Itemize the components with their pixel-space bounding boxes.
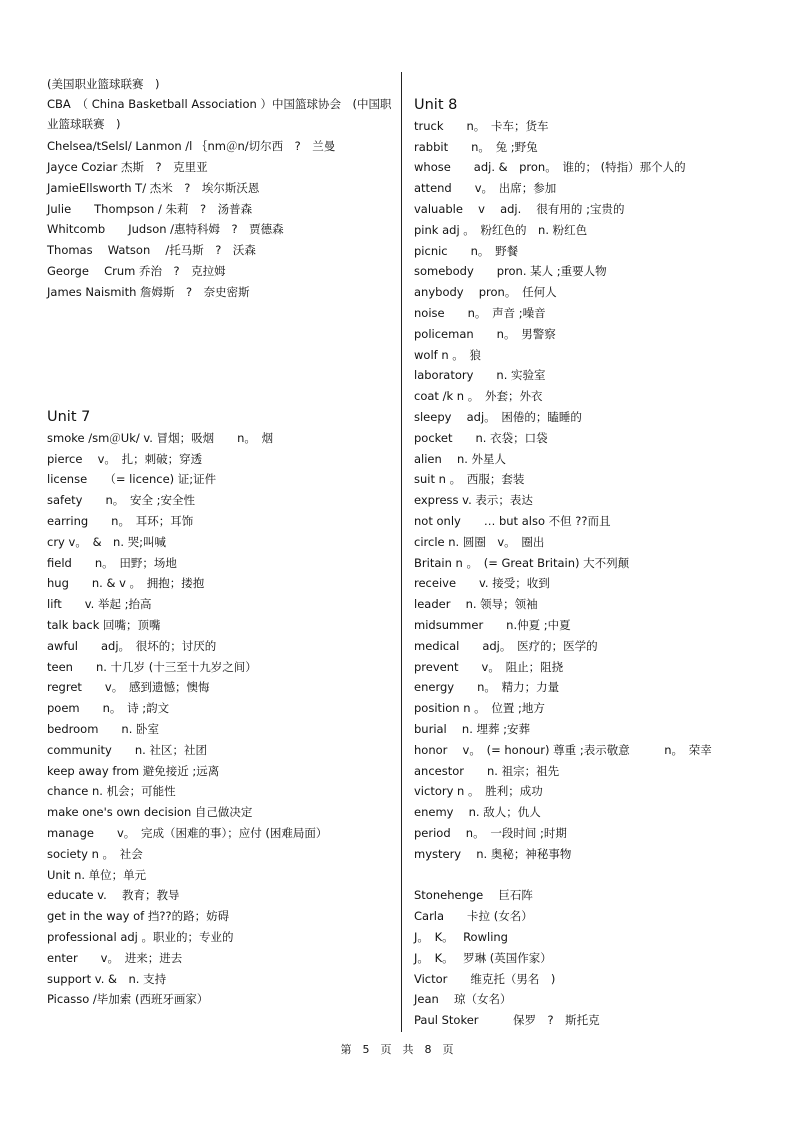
vocab-line: whose adj. & pron。 谁的； (特指）那个人的 [414, 160, 686, 174]
vocab-line: circle n. 圆圈 v。 圈出 [414, 535, 545, 549]
vocab-line: Jayce Coziar 杰斯 ? 克里亚 [47, 160, 208, 174]
vocab-line: not only … but also 不但 ??而且 [414, 514, 611, 528]
vocab-line: society n 。 社会 [47, 847, 143, 861]
vocab-line: manage v。 完成（困难的事）；应付 (困难局面） [47, 826, 328, 840]
vocab-line: Chelsea/tSelsl/ Lanmon /l ｛nm＠n/切尔西 ? 兰曼 [47, 139, 336, 153]
column-divider [401, 72, 402, 1032]
vocab-line: midsummer n.仲夏 ;中夏 [414, 618, 571, 632]
vocab-line: leader n. 领导；领袖 [414, 597, 538, 611]
vocab-line: period n。 一段时间 ;时期 [414, 826, 567, 840]
vocab-line: policeman n。 男警察 [414, 327, 556, 341]
vocab-line: JamieEllsworth T/ 杰米 ? 埃尔斯沃恩 [47, 181, 260, 195]
vocab-line: alien n. 外星人 [414, 452, 507, 466]
vocab-line: energy n。 精力；力量 [414, 680, 560, 694]
vocab-line: support v. & n. 支持 [47, 972, 167, 986]
vocab-line: James Naismith 詹姆斯 ? 奈史密斯 [47, 285, 250, 299]
unit-7-title: Unit 7 [47, 409, 91, 425]
vocab-line: coat /k n 。 外套；外衣 [414, 389, 543, 403]
vocab-line: field n。 田野；场地 [47, 556, 177, 570]
vocab-line: enemy n. 敌人；仇人 [414, 805, 541, 819]
vocab-line: ancestor n. 祖宗；祖先 [414, 764, 560, 778]
vocab-line: pierce v。 扎；刺破；穿透 [47, 452, 203, 466]
page-footer: 第 5 页 共 8 页 [340, 1043, 454, 1056]
vocab-line: license （= licence) 证;证件 [47, 472, 217, 486]
vocab-line: earring n。 耳环；耳饰 [47, 514, 194, 528]
vocab-line: honor v。 (= honour) 尊重 ;表示敬意 n。 荣幸 [414, 743, 712, 757]
vocab-line: talk back 回嘴；顶嘴 [47, 618, 161, 632]
vocab-line: chance n. 机会；可能性 [47, 784, 176, 798]
vocab-line: Whitcomb Judson /惠特科姆 ? 贾德森 [47, 222, 284, 236]
vocab-line: express v. 表示；表达 [414, 493, 533, 507]
vocab-line: professional adj 。职业的；专业的 [47, 930, 234, 944]
name-line: Jean 琼（女名） [414, 992, 512, 1006]
name-line: Carla 卡拉 (女名） [414, 909, 533, 923]
vocab-line: Britain n 。 (= Great Britain) 大不列颠 [414, 556, 630, 570]
vocab-line: get in the way of 挡??的路；妨碍 [47, 909, 230, 923]
vocab-line: cry v。 & n. 哭;叫喊 [47, 535, 167, 549]
vocab-line: pink adj 。 粉红色的 n. 粉红色 [414, 223, 588, 237]
vocab-line: Thomas Watson /托马斯 ? 沃森 [47, 243, 256, 257]
vocab-line: (美国职业篮球联赛 ) [47, 77, 160, 91]
vocab-line: regret v。 感到遗憾；懊悔 [47, 680, 210, 694]
vocab-line: keep away from 避免接近 ;远离 [47, 764, 220, 778]
vocab-line: Julie Thompson / 朱莉 ? 汤普森 [47, 202, 253, 216]
vocab-line: Picasso /毕加索 (西班牙画家） [47, 992, 209, 1006]
vocab-line: teen n. 十几岁 (十三至十九岁之间） [47, 660, 257, 674]
vocab-line: educate v. 教育；教导 [47, 888, 180, 902]
vocab-line: rabbit n。 兔 ;野兔 [414, 140, 538, 154]
vocab-line: George Crum 乔治 ? 克拉姆 [47, 264, 226, 278]
vocab-line: CBA （ China Basketball Association ）中国篮球协会 (中国职业篮球联赛 ) [47, 97, 392, 131]
vocab-line: Unit n. 单位；单元 [47, 868, 147, 882]
vocab-line: laboratory n. 实验室 [414, 368, 546, 382]
vocab-line: enter v。 进来；进去 [47, 951, 183, 965]
vocab-line: pocket n. 衣袋；口袋 [414, 431, 548, 445]
vocab-line: make one's own decision 自己做决定 [47, 805, 253, 819]
vocab-line: position n 。 位置 ;地方 [414, 701, 545, 715]
vocab-line: suit n 。 西服；套装 [414, 472, 525, 486]
vocab-line: anybody pron。 任何人 [414, 285, 557, 299]
vocab-line: victory n 。 胜利；成功 [414, 784, 543, 798]
vocab-line: prevent v。 阻止；阻挠 [414, 660, 564, 674]
vocab-line: awful adj。 很坏的；讨厌的 [47, 639, 217, 653]
vocab-line: medical adj。 医疗的；医学的 [414, 639, 598, 653]
vocab-line: somebody pron. 某人 ;重要人物 [414, 264, 607, 278]
unit-8-title: Unit 8 [414, 97, 458, 113]
vocab-line: attend v。 出席；参加 [414, 181, 557, 195]
name-line: Paul Stoker 保罗 ? 斯托克 [414, 1013, 600, 1027]
name-line: J。 K。 Rowling [414, 930, 508, 944]
vocab-line: valuable v adj. 很有用的 ;宝贵的 [414, 202, 625, 216]
vocab-line: safety n。 安全 ;安全性 [47, 493, 196, 507]
vocab-line: picnic n。 野餐 [414, 244, 519, 258]
vocab-line: community n. 社区；社团 [47, 743, 207, 757]
name-line: Stonehenge 巨石阵 [414, 888, 533, 902]
vocab-line: wolf n 。 狼 [414, 348, 482, 362]
name-line: J。 K。 罗琳 (英国作家） [414, 951, 552, 965]
vocab-line: bedroom n. 卧室 [47, 722, 160, 736]
vocab-line: smoke /sm＠Uk/ v. 冒烟；吸烟 n。 烟 [47, 431, 274, 445]
vocab-line: mystery n. 奥秘；神秘事物 [414, 847, 572, 861]
vocab-line: burial n. 埋葬 ;安葬 [414, 722, 531, 736]
name-line: Victor 维克托（男名 ) [414, 972, 556, 986]
vocab-line: lift v. 举起 ;抬高 [47, 597, 152, 611]
vocab-line: receive v. 接受；收到 [414, 576, 550, 590]
vocab-line: hug n. & v 。 拥抱；搂抱 [47, 576, 205, 590]
vocab-line: poem n。 诗 ;韵文 [47, 701, 170, 715]
vocab-line: truck n。 卡车；货车 [414, 119, 549, 133]
vocab-line: sleepy adj。 困倦的；瞌睡的 [414, 410, 582, 424]
vocab-line: noise n。 声音 ;噪音 [414, 306, 546, 320]
